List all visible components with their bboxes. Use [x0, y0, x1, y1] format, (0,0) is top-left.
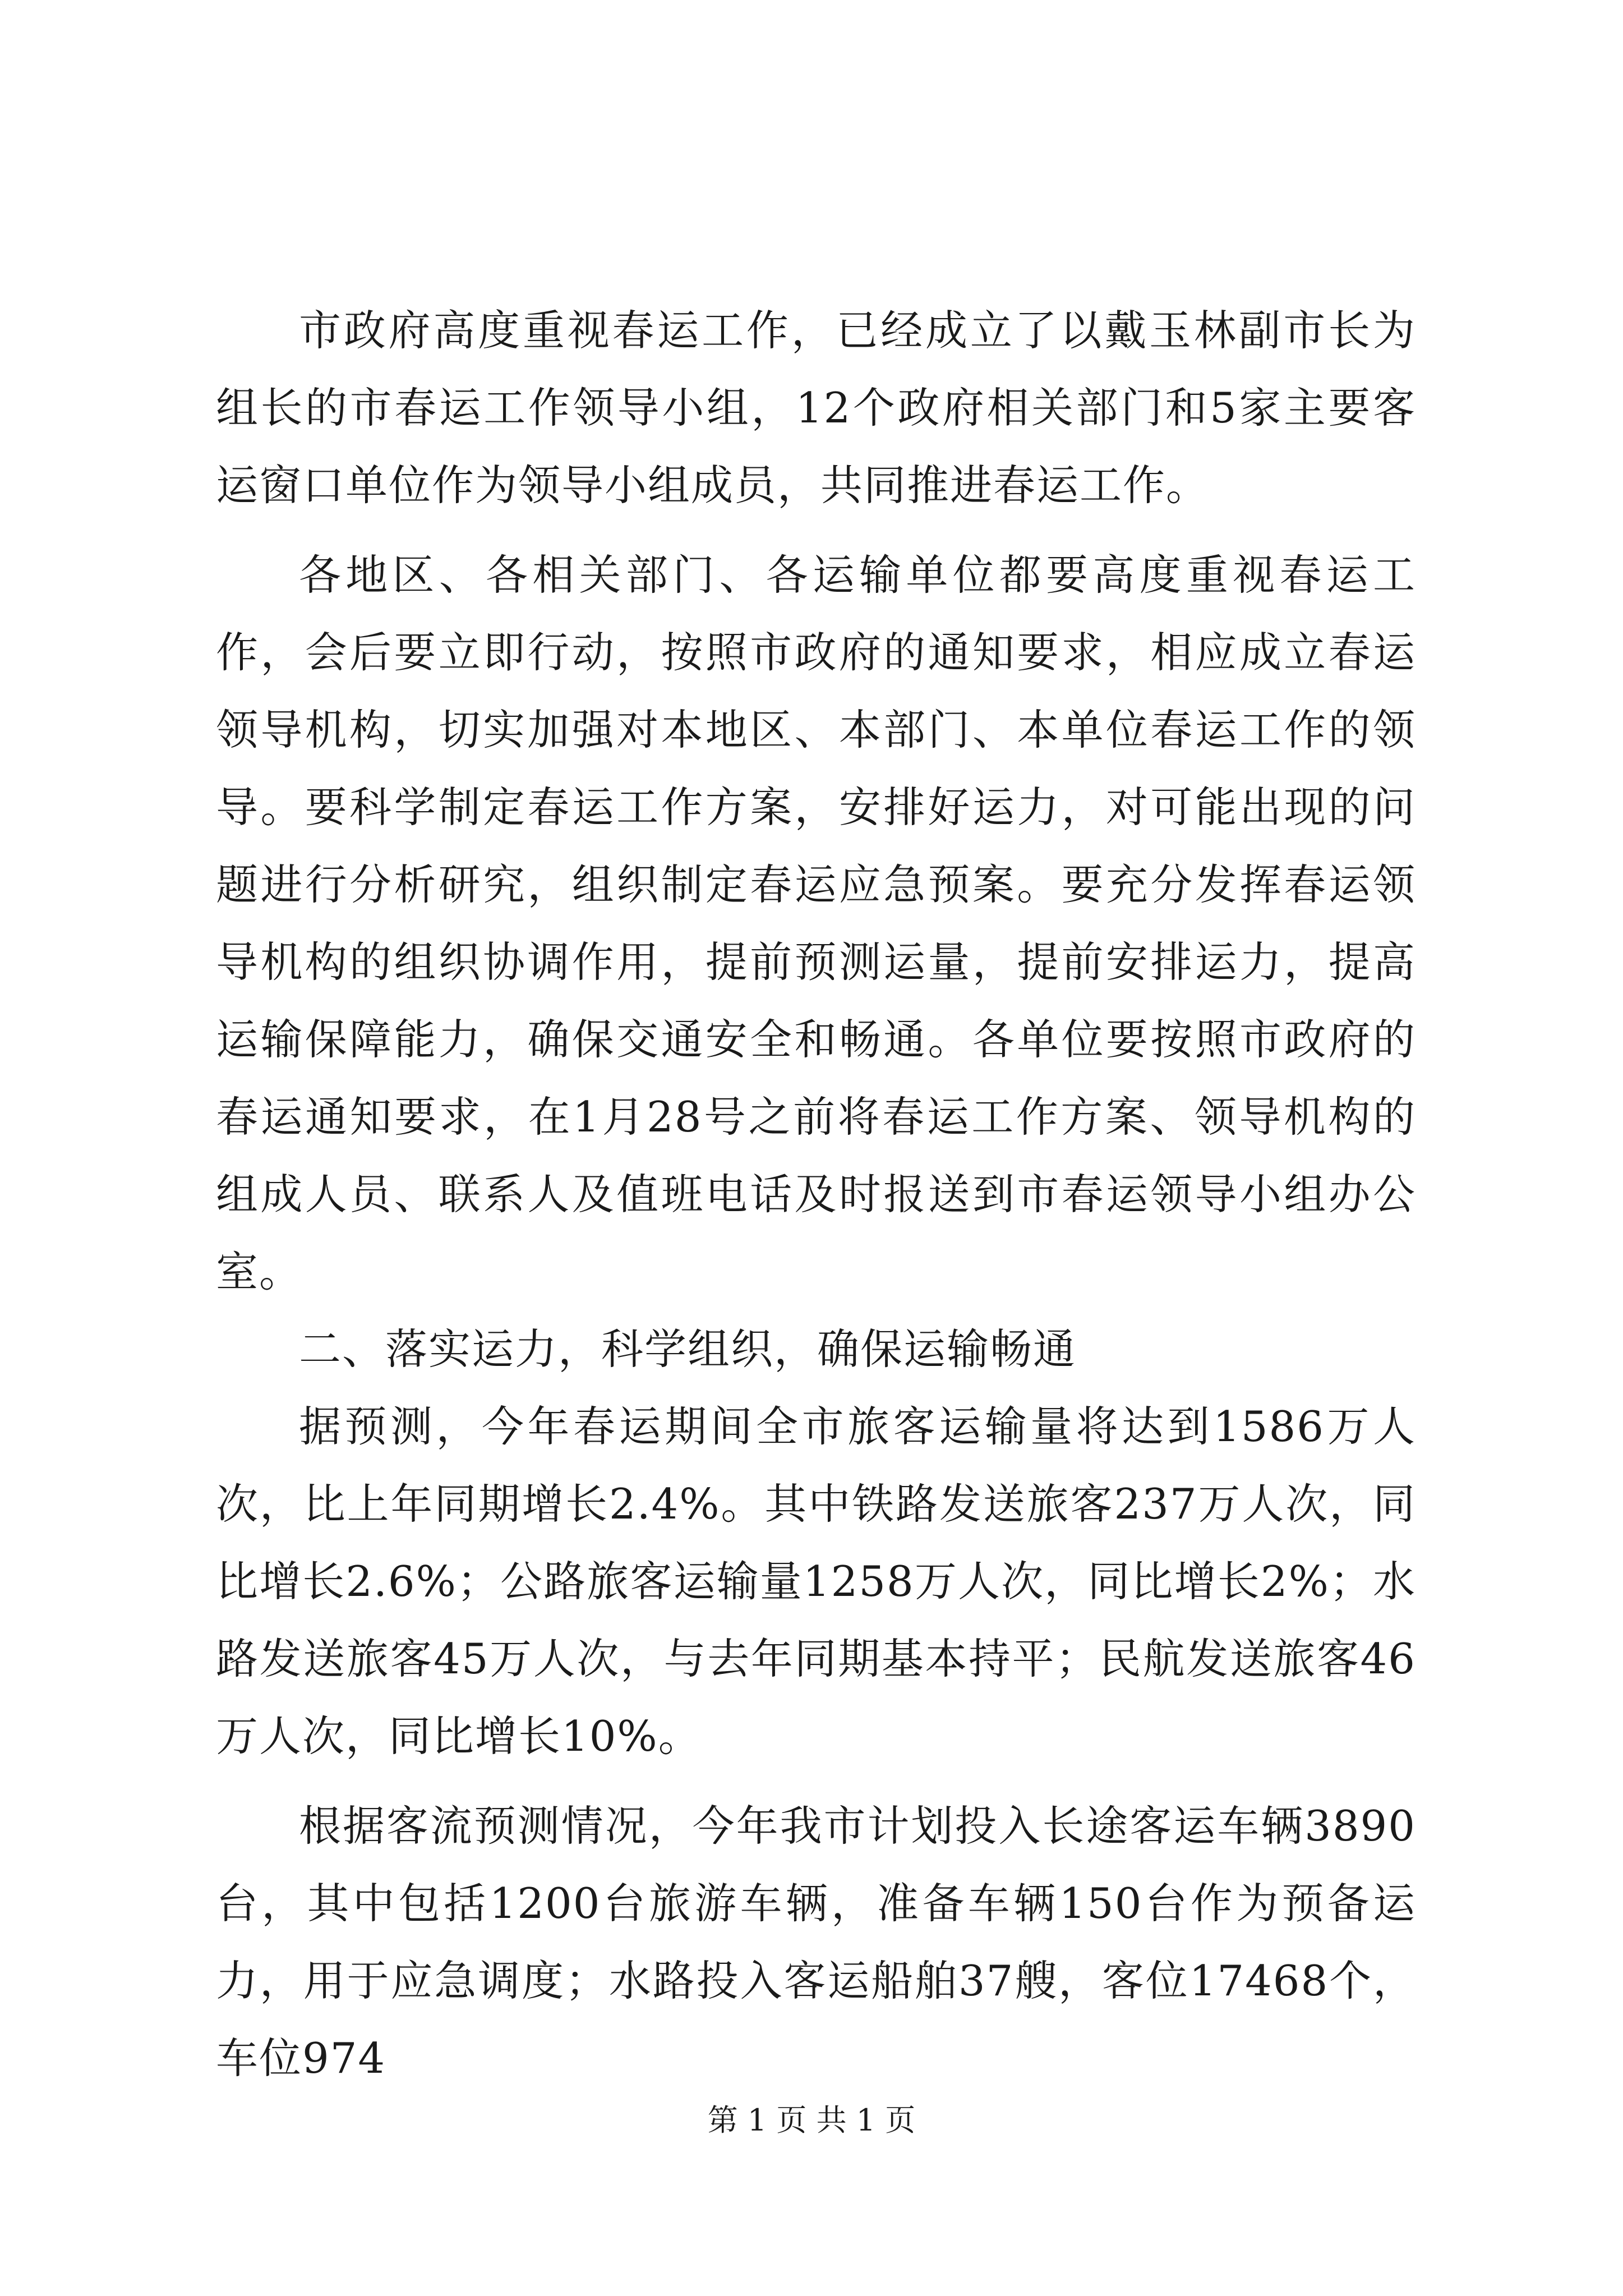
- paragraph-passenger-forecast: 据预测，今年春运期间全市旅客运输量将达到1586万人次，比上年同期增长2.4%。其中铁路发送旅客237万人次，同比增长2.6%；公路旅客运输量1258万人次，同比增长2%；水路发送旅客45万人次，与去年同期基本持平；民航发送旅客46万人次，同比增长10%。: [216, 1402, 1416, 1761]
- paragraph-vehicle-plan: 根据客流预测情况，今年我市计划投入长途客运车辆3890台，其中包括1200台旅游车辆，准备车辆150台作为预备运力，用于应急调度；水路投入客运船舶37艘，客位17468个，车位974: [216, 1801, 1416, 2083]
- paragraph-leadership-group: 市政府高度重视春运工作，已经成立了以戴玉林副市长为组长的市春运工作领导小组，12个政府相关部门和5家主要客运窗口单位作为领导小组成员，共同推进春运工作。: [216, 306, 1416, 510]
- document-body: [216, 292, 1416, 2097]
- page-footer: 第 1 页 共 1 页: [707, 2102, 916, 2138]
- section-heading-transport-capacity: 二、落实运力，科学组织，确保运输畅通: [299, 1324, 1077, 1374]
- paragraph-department-requirements: 各地区、各相关部门、各运输单位都要高度重视春运工作，会后要立即行动，按照市政府的通知要求，相应成立春运领导机构，切实加强对本地区、本部门、本单位春运工作的领导。要科学制定春运工作方案，安排好运力，对可能出现的问题进行分析研究，组织制定春运应急预案。要充分发挥春运领导机构的组织协调作用，提前预测运量，提前安排运力，提高运输保障能力，确保交通安全和畅通。各单位要按照市政府的春运通知要求，在1月28号之前将春运工作方案、领导机构的组成人员、联系人及值班电话及时报送到市春运领导小组办公室。: [216, 550, 1416, 1296]
